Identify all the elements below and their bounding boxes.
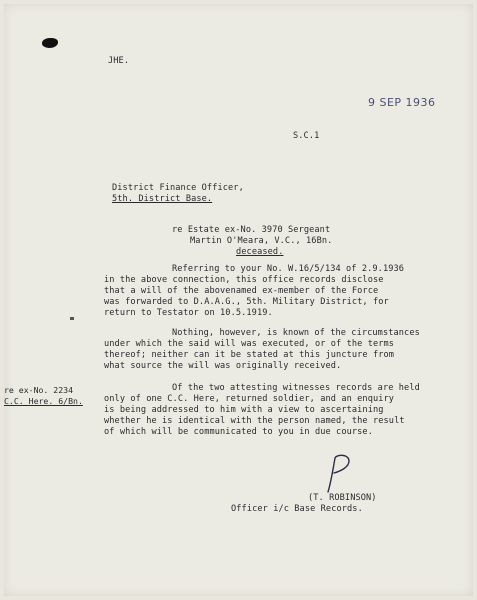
paragraph-3-line: of which will be communicated to you in due course.: [104, 427, 373, 437]
reference-code: S.C.1: [293, 131, 320, 141]
paragraph-2-line: what source the will was originally received.: [104, 361, 342, 371]
signatory-name: (T. ROBINSON): [308, 493, 377, 503]
addressee-line-1: District Finance Officer,: [112, 183, 244, 193]
paragraph-3-line: only of one C.C. Here, returned soldier, and an enquiry: [104, 394, 395, 404]
subject-line-2: Martin O'Meara, V.C., 16Bn.: [190, 236, 333, 246]
paragraph-3-line: whether he is identical with the person named, the result: [104, 416, 405, 426]
margin-note-line-2: C.C. Here. 6/Bn.: [4, 396, 83, 406]
handwritten-signature: [322, 452, 356, 496]
margin-note-line-1: re ex-No. 2234: [4, 385, 74, 395]
subject-line-3: deceased.: [236, 247, 284, 257]
paragraph-1-line: Referring to your No. W.16/5/134 of 2.9.1936: [172, 264, 405, 274]
paragraph-2-line: thereof; neither can it be stated at this juncture from: [104, 350, 395, 360]
paragraph-1-line: return to Testator on 10.5.1919.: [104, 308, 273, 318]
punch-hole: [42, 38, 58, 48]
margin-mark: [70, 317, 74, 320]
subject-line-1: re Estate ex-No. 3970 Sergeant: [172, 225, 331, 235]
date-stamp: 9 SEP 1936: [368, 96, 436, 109]
addressee-line-2: 5th. District Base.: [112, 194, 213, 204]
paragraph-2-line: under which the said will was executed, or of the terms: [104, 339, 395, 349]
letter-page: [4, 4, 473, 596]
paragraph-1-line: was forwarded to D.A.A.G., 5th. Military District, for: [104, 297, 389, 307]
sender-initials: JHE.: [108, 56, 130, 66]
signatory-title: Officer i/c Base Records.: [231, 504, 363, 514]
paragraph-1-line: in the above connection, this office records disclose: [104, 275, 384, 285]
paragraph-3-line: is being addressed to him with a view to ascertaining: [104, 405, 384, 415]
paragraph-1-line: that a will of the abovenamed ex-member of the Force: [104, 286, 379, 296]
paragraph-3-line: Of the two attesting witnesses records are held: [172, 383, 420, 393]
paragraph-2-line: Nothing, however, is known of the circumstances: [172, 328, 420, 338]
